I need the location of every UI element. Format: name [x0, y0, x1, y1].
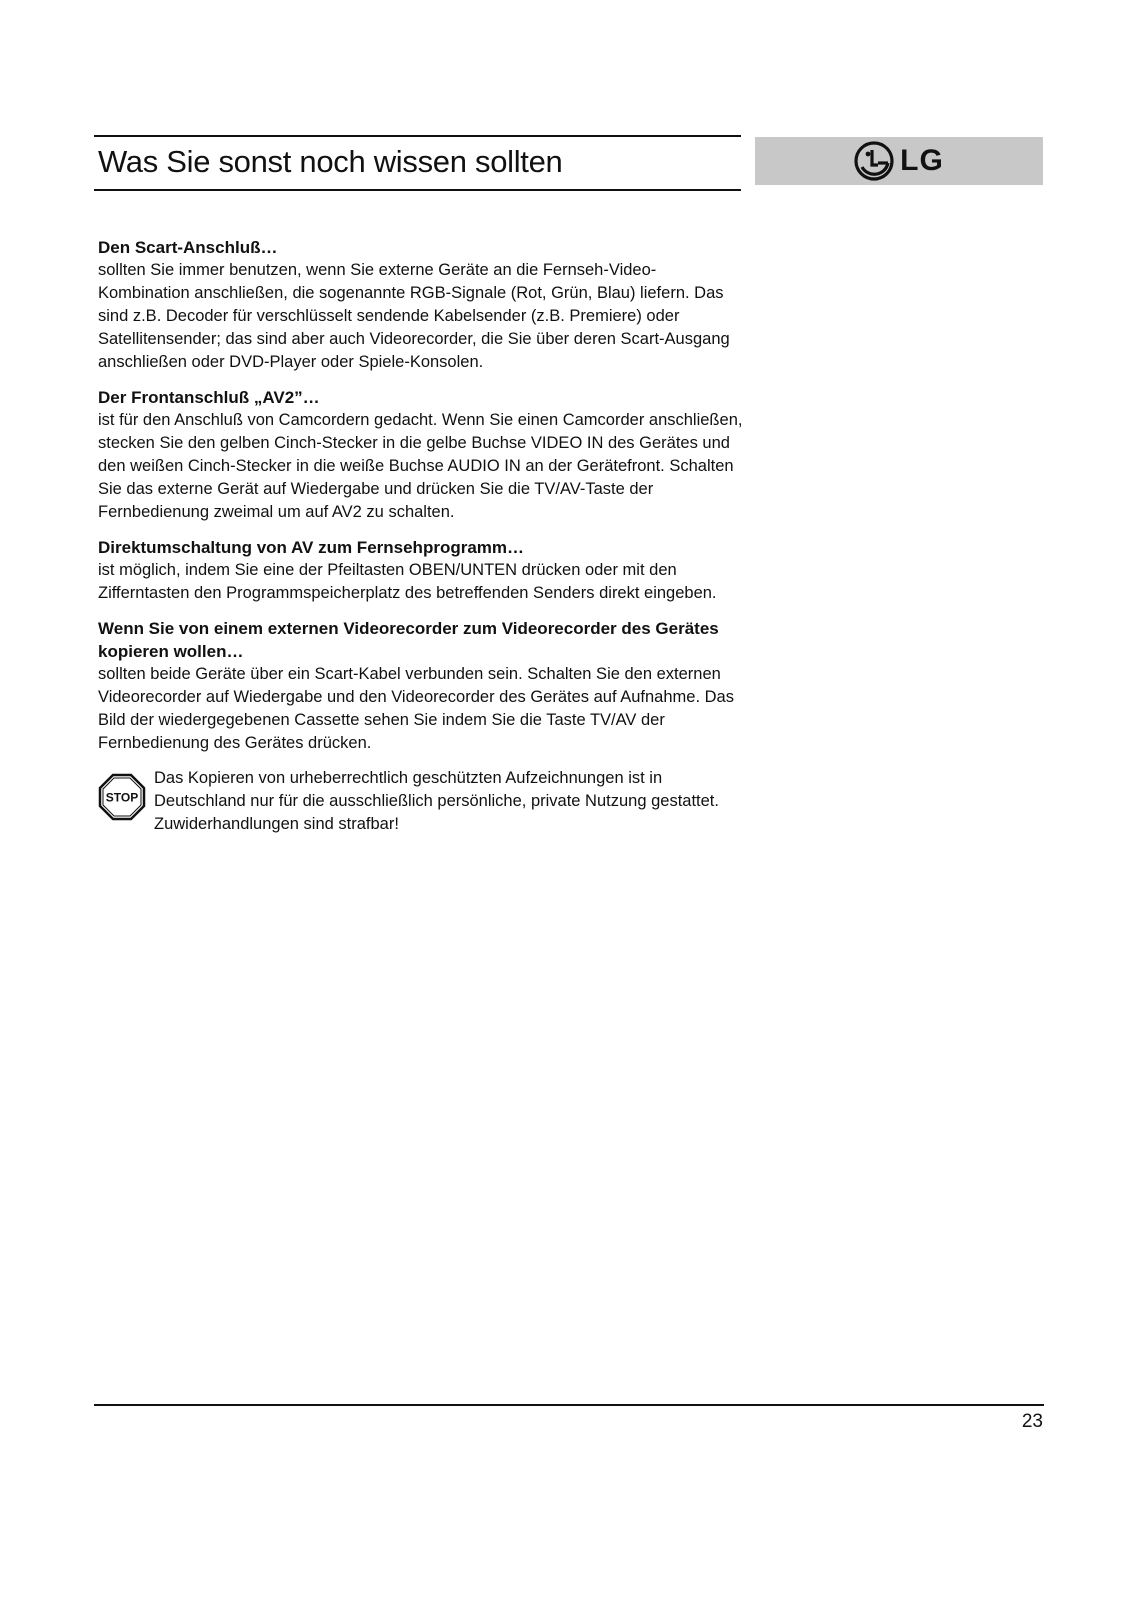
lg-logo-icon [854, 141, 894, 181]
header-top-rule [94, 135, 741, 137]
section-scart [98, 236, 743, 374]
section-heading: Den Scart-Anschluß… [98, 238, 278, 257]
section-body: sollten beide Geräte über ein Scart-Kabel verbunden sein. Schalten Sie den externen Videorecorder auf Wiedergabe und den Videorecorder des Gerätes auf Aufnahme. Das Bild der wiedergegebenen Cassette sehen Sie indem Sie die Taste TV/AV der Fernbedienung des Gerätes drücken. [98, 665, 734, 752]
section-heading: Direktumschaltung von AV zum Fernsehprogramm… [98, 538, 525, 557]
stop-sign-icon [98, 773, 146, 821]
page-title: Was Sie sonst noch wissen sollten [98, 144, 563, 179]
header-bottom-rule [94, 189, 741, 191]
section-kopieren [98, 617, 743, 755]
section-frontanschluss [98, 386, 743, 524]
section-direktumschaltung [98, 536, 743, 605]
section-body: sollten Sie immer benutzen, wenn Sie externe Geräte an die Fernseh-Video-Kombination anschließen, die sogenannte RGB-Signale (Rot, Grün, Blau) liefern. Das sind z.B. Decoder für verschlüsselt sendende Kabelsender (z.B. Premiere) oder Satellitensender; das sind aber auch Videorecorder, die Sie über deren Scart-Ausgang anschließen oder DVD-Player oder Spiele-Konsolen. [98, 261, 730, 371]
stop-warning-text: Das Kopieren von urheberrechtlich geschützten Aufzeichnungen ist in Deutschland nur für die ausschließlich persönliche, private Nutzung gestattet. Zuwiderhandlungen sind strafbar! [154, 769, 719, 833]
main-content [98, 236, 743, 836]
stop-sign-label: STOP [105, 790, 139, 805]
section-body: ist möglich, indem Sie eine der Pfeiltasten OBEN/UNTEN drücken oder mit den Zifferntasten den Programmspeicherplatz des betreffenden Senders direkt eingeben. [98, 561, 717, 602]
section-body: ist für den Anschluß von Camcordern gedacht. Wenn Sie einen Camcorder anschließen, stecken Sie den gelben Cinch-Stecker in die gelbe Buchse VIDEO IN des Gerätes und den weißen Cinch-Stecker in die weiße Buchse AUDIO IN an der Gerätefront. Schalten Sie das externe Gerät auf Wiedergabe und drücken Sie die TV/AV-Taste der Fernbedienung zweimal um auf AV2 zu schalten. [98, 411, 743, 521]
footer-rule [94, 1404, 1044, 1406]
brand-logo-box [755, 137, 1043, 185]
section-heading: Der Frontanschluß „AV2”… [98, 388, 320, 407]
stop-warning-note [98, 767, 743, 836]
section-heading: Wenn Sie von einem externen Videorecorder zum Videorecorder des Gerätes kopieren wollen… [98, 619, 719, 661]
page-number: 23 [1021, 1411, 1043, 1432]
logo-wordmark: LG [900, 144, 944, 177]
